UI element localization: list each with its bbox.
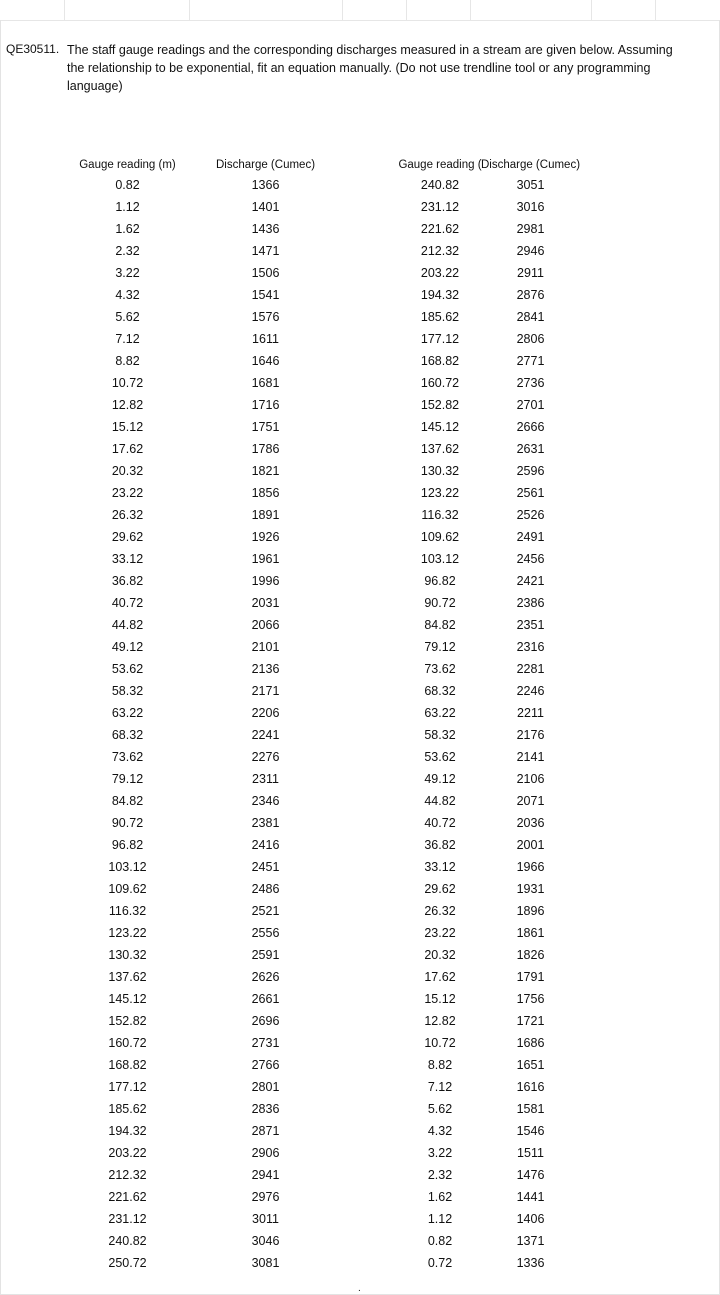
table-cell: 123.22 [108, 926, 147, 940]
table-cell: 1471 [251, 244, 280, 258]
table-cell: 4.32 [115, 288, 140, 302]
table-cell: 8.82 [115, 354, 140, 368]
table-cell: 10.72 [424, 1036, 456, 1050]
table-cell: 1371 [516, 1234, 545, 1248]
right-gauge-header: Gauge reading ( [398, 159, 482, 171]
question-text: The staff gauge readings and the corresponding discharges measured in a stream are given below. Assuming the relationship to be exponential, fit an equation manually. (Do not use trendline tool or any programming language) [67, 43, 673, 93]
left-gauge-column [70, 156, 185, 1274]
table-cell: 2526 [516, 508, 545, 522]
table-cell: 1681 [251, 376, 280, 390]
table-cell: 2596 [516, 464, 545, 478]
table-cell: 1611 [252, 332, 279, 346]
table-cell: 36.82 [424, 838, 456, 852]
table-cell: 26.32 [111, 508, 144, 522]
table-cell: 2386 [516, 596, 545, 610]
table-cell: 160.72 [420, 376, 460, 390]
table-cell: 90.72 [424, 596, 456, 610]
table-cell: 96.82 [424, 574, 456, 588]
table-cell: 1406 [516, 1212, 545, 1226]
grid-line [342, 0, 343, 20]
table-cell: 84.82 [424, 618, 456, 632]
table-cell: 3.22 [115, 266, 140, 280]
table-cell: 231.12 [108, 1212, 147, 1226]
table-cell: 1891 [251, 508, 280, 522]
table-cell: 2176 [516, 728, 545, 742]
table-cell: 1791 [516, 970, 545, 984]
table-cell: 123.22 [420, 486, 460, 500]
table-cell: 2.32 [427, 1168, 453, 1182]
table-cell: 152.82 [420, 398, 460, 412]
table-cell: 1756 [516, 992, 545, 1006]
table-cell: 3051 [516, 178, 545, 192]
table-cell: 2.32 [115, 244, 140, 258]
table-cell: 2456 [516, 552, 545, 566]
right-discharge-header: Discharge (Cumec) [480, 159, 581, 171]
table-cell: 68.32 [111, 728, 144, 742]
table-cell: 0.82 [115, 178, 140, 192]
table-cell: 23.22 [424, 926, 456, 940]
table-cell: 3016 [516, 200, 545, 214]
table-cell: 1716 [251, 398, 280, 412]
table-cell: 2556 [251, 926, 280, 940]
table-cell: 152.82 [108, 1014, 147, 1028]
table-cell: 194.32 [108, 1124, 147, 1138]
table-cell: 240.82 [108, 1234, 147, 1248]
table-cell: 0.82 [427, 1234, 453, 1248]
table-cell: 2001 [516, 838, 545, 852]
table-cell: 10.72 [111, 376, 144, 390]
table-cell: 109.62 [420, 530, 460, 544]
table-cell: 1616 [516, 1080, 545, 1094]
table-cell: 2631 [516, 442, 545, 456]
left-gauge-header: Gauge reading (m) [79, 159, 176, 171]
table-cell: 2211 [517, 706, 544, 720]
table-cell: 185.62 [420, 310, 460, 324]
table-cell: 2101 [251, 640, 280, 654]
table-cell: 1.12 [115, 200, 140, 214]
table-cell: 58.32 [424, 728, 456, 742]
table-cell: 49.12 [111, 640, 144, 654]
table-cell: 96.82 [111, 838, 144, 852]
table-cell: 2036 [516, 816, 545, 830]
table-cell: 177.12 [108, 1080, 147, 1094]
table-cell: 1476 [516, 1168, 545, 1182]
table-cell: 177.12 [420, 332, 460, 346]
table-cell: 2561 [516, 486, 545, 500]
table-cell: 53.62 [424, 750, 456, 764]
table-cell: 53.62 [111, 662, 144, 676]
table-cell: 203.22 [108, 1146, 147, 1160]
grid-line [655, 0, 656, 20]
table-cell: 2311 [252, 772, 279, 786]
table-cell: 116.32 [108, 904, 147, 918]
table-cell: 1966 [516, 860, 545, 874]
table-cell: 2806 [516, 332, 545, 346]
left-discharge-header: Discharge (Cumec) [215, 159, 316, 171]
table-cell: 2661 [251, 992, 280, 1006]
table-cell: 20.32 [111, 464, 144, 478]
table-cell: 44.82 [424, 794, 456, 808]
table-cell: 20.32 [424, 948, 456, 962]
table-cell: 90.72 [111, 816, 144, 830]
table-cell: 2696 [251, 1014, 280, 1028]
table-cell: 1.62 [427, 1190, 453, 1204]
table-cell: 84.82 [111, 794, 144, 808]
table-cell: 2141 [516, 750, 545, 764]
table-cell: 2241 [251, 728, 280, 742]
table-cell: 250.72 [108, 1256, 147, 1270]
table-cell: 2981 [516, 222, 545, 236]
table-cell: 2736 [516, 376, 545, 390]
table-cell: 17.62 [424, 970, 456, 984]
table-cell: 1896 [516, 904, 545, 918]
table-cell: 1931 [516, 882, 545, 896]
table-cell: 63.22 [424, 706, 456, 720]
table-cell: 79.12 [111, 772, 144, 786]
table-cell: 2701 [516, 398, 545, 412]
grid-line [64, 0, 65, 20]
table-cell: 109.62 [108, 882, 147, 896]
table-cell: 1441 [516, 1190, 545, 1204]
table-cell: 168.82 [420, 354, 460, 368]
table-cell: 3046 [251, 1234, 280, 1248]
table-cell: 145.12 [108, 992, 147, 1006]
table-cell: 23.22 [111, 486, 144, 500]
grid-line [189, 0, 190, 20]
table-cell: 2876 [516, 288, 545, 302]
table-cell: 36.82 [111, 574, 144, 588]
table-cell: 29.62 [424, 882, 456, 896]
table-cell: 5.62 [115, 310, 140, 324]
table-cell: 68.32 [424, 684, 456, 698]
spreadsheet-grid-top [0, 0, 720, 21]
table-cell: 212.32 [108, 1168, 147, 1182]
table-cell: 33.12 [111, 552, 144, 566]
table-cell: 168.82 [108, 1058, 147, 1072]
table-cell: 3081 [251, 1256, 280, 1270]
table-cell: 33.12 [424, 860, 456, 874]
table-cell: 40.72 [424, 816, 456, 830]
table-cell: 1721 [516, 1014, 545, 1028]
table-cell: 1511 [517, 1146, 544, 1160]
table-cell: 15.12 [111, 420, 144, 434]
table-cell: 2171 [251, 684, 280, 698]
table-cell: 58.32 [111, 684, 144, 698]
table-cell: 1.62 [115, 222, 140, 236]
table-cell: 1786 [251, 442, 280, 456]
table-cell: 2871 [251, 1124, 280, 1138]
grid-line [470, 0, 471, 20]
table-cell: 8.82 [427, 1058, 453, 1072]
right-discharge-column [478, 156, 583, 1274]
table-cell: 2106 [516, 772, 545, 786]
table-cell: 1861 [516, 926, 545, 940]
table-cell: 103.12 [420, 552, 460, 566]
table-cell: 1856 [251, 486, 280, 500]
table-cell: 231.12 [420, 200, 460, 214]
table-cell: 1436 [251, 222, 280, 236]
table-cell: 221.62 [420, 222, 460, 236]
table-cell: 2316 [516, 640, 545, 654]
table-cell: 1.12 [427, 1212, 453, 1226]
table-cell: 49.12 [424, 772, 456, 786]
table-cell: 2451 [251, 860, 280, 874]
table-cell: 240.82 [420, 178, 460, 192]
table-cell: 130.32 [108, 948, 147, 962]
table-cell: 2731 [251, 1036, 280, 1050]
table-cell: 73.62 [424, 662, 456, 676]
table-cell: 2346 [251, 794, 280, 808]
table-cell: 1541 [251, 288, 280, 302]
table-cell: 4.32 [427, 1124, 453, 1138]
grid-line [591, 0, 592, 20]
table-cell: 2246 [516, 684, 545, 698]
table-cell: 2136 [251, 662, 280, 676]
table-cell: 2941 [251, 1168, 280, 1182]
table-cell: 7.12 [427, 1080, 453, 1094]
table-cell: 130.32 [420, 464, 460, 478]
table-cell: 1961 [251, 552, 280, 566]
table-cell: 2276 [251, 750, 280, 764]
table-cell: 63.22 [111, 706, 144, 720]
table-cell: 221.62 [108, 1190, 147, 1204]
table-cell: 2381 [251, 816, 280, 830]
table-cell: 2421 [516, 574, 545, 588]
table-cell: 2206 [251, 706, 280, 720]
table-cell: 2521 [251, 904, 280, 918]
table-cell: 2491 [516, 530, 545, 544]
table-cell: 2666 [516, 420, 545, 434]
table-cell: 185.62 [108, 1102, 147, 1116]
table-cell: 2976 [251, 1190, 280, 1204]
table-cell: 3.22 [427, 1146, 453, 1160]
table-cell: 2771 [516, 354, 545, 368]
table-cell: 15.12 [424, 992, 456, 1006]
table-cell: 17.62 [111, 442, 144, 456]
table-cell: 1336 [516, 1256, 545, 1270]
table-cell: 12.82 [111, 398, 144, 412]
table-cell: 2836 [251, 1102, 280, 1116]
table-cell: 203.22 [420, 266, 460, 280]
table-cell: 2351 [516, 618, 545, 632]
table-cell: 1506 [251, 266, 280, 280]
table-cell: 145.12 [420, 420, 460, 434]
footer-mark: . [358, 1283, 361, 1294]
table-cell: 26.32 [424, 904, 456, 918]
table-cell: 1546 [516, 1124, 545, 1138]
table-cell: 2591 [251, 948, 280, 962]
table-cell: 2626 [251, 970, 280, 984]
table-cell: 2066 [251, 618, 280, 632]
table-cell: 2281 [516, 662, 545, 676]
table-cell: 12.82 [424, 1014, 456, 1028]
table-cell: 2911 [517, 266, 544, 280]
table-cell: 2071 [516, 794, 545, 808]
table-cell: 103.12 [108, 860, 147, 874]
table-cell: 1401 [251, 200, 280, 214]
table-cell: 2841 [516, 310, 545, 324]
table-cell: 1826 [516, 948, 545, 962]
table-cell: 2801 [251, 1080, 280, 1094]
table-cell: 1926 [251, 530, 280, 544]
table-cell: 5.62 [427, 1102, 453, 1116]
left-discharge-column [203, 156, 328, 1274]
table-cell: 194.32 [420, 288, 460, 302]
table-cell: 137.62 [108, 970, 147, 984]
table-cell: 160.72 [108, 1036, 147, 1050]
question-id: QE30511. [6, 42, 60, 56]
table-cell: 2766 [251, 1058, 280, 1072]
table-cell: 1576 [251, 310, 280, 324]
table-cell: 1751 [251, 420, 280, 434]
table-cell: 44.82 [111, 618, 144, 632]
table-cell: 7.12 [115, 332, 140, 346]
table-cell: 79.12 [424, 640, 456, 654]
table-cell: 2031 [251, 596, 280, 610]
table-cell: 73.62 [111, 750, 144, 764]
table-cell: 2906 [251, 1146, 280, 1160]
table-cell: 1686 [516, 1036, 545, 1050]
table-cell: 3011 [252, 1212, 279, 1226]
table-cell: 0.72 [427, 1256, 453, 1270]
table-cell: 1366 [251, 178, 280, 192]
table-cell: 137.62 [420, 442, 460, 456]
table-cell: 1996 [251, 574, 280, 588]
table-cell: 1581 [516, 1102, 545, 1116]
table-cell: 1646 [251, 354, 280, 368]
table-cell: 40.72 [111, 596, 144, 610]
table-cell: 29.62 [111, 530, 144, 544]
table-cell: 212.32 [420, 244, 460, 258]
table-cell: 2486 [251, 882, 280, 896]
table-cell: 2416 [251, 838, 280, 852]
table-cell: 1821 [251, 464, 280, 478]
table-cell: 1651 [516, 1058, 545, 1072]
table-cell: 116.32 [421, 508, 459, 522]
table-cell: 2946 [516, 244, 545, 258]
grid-line [406, 0, 407, 20]
